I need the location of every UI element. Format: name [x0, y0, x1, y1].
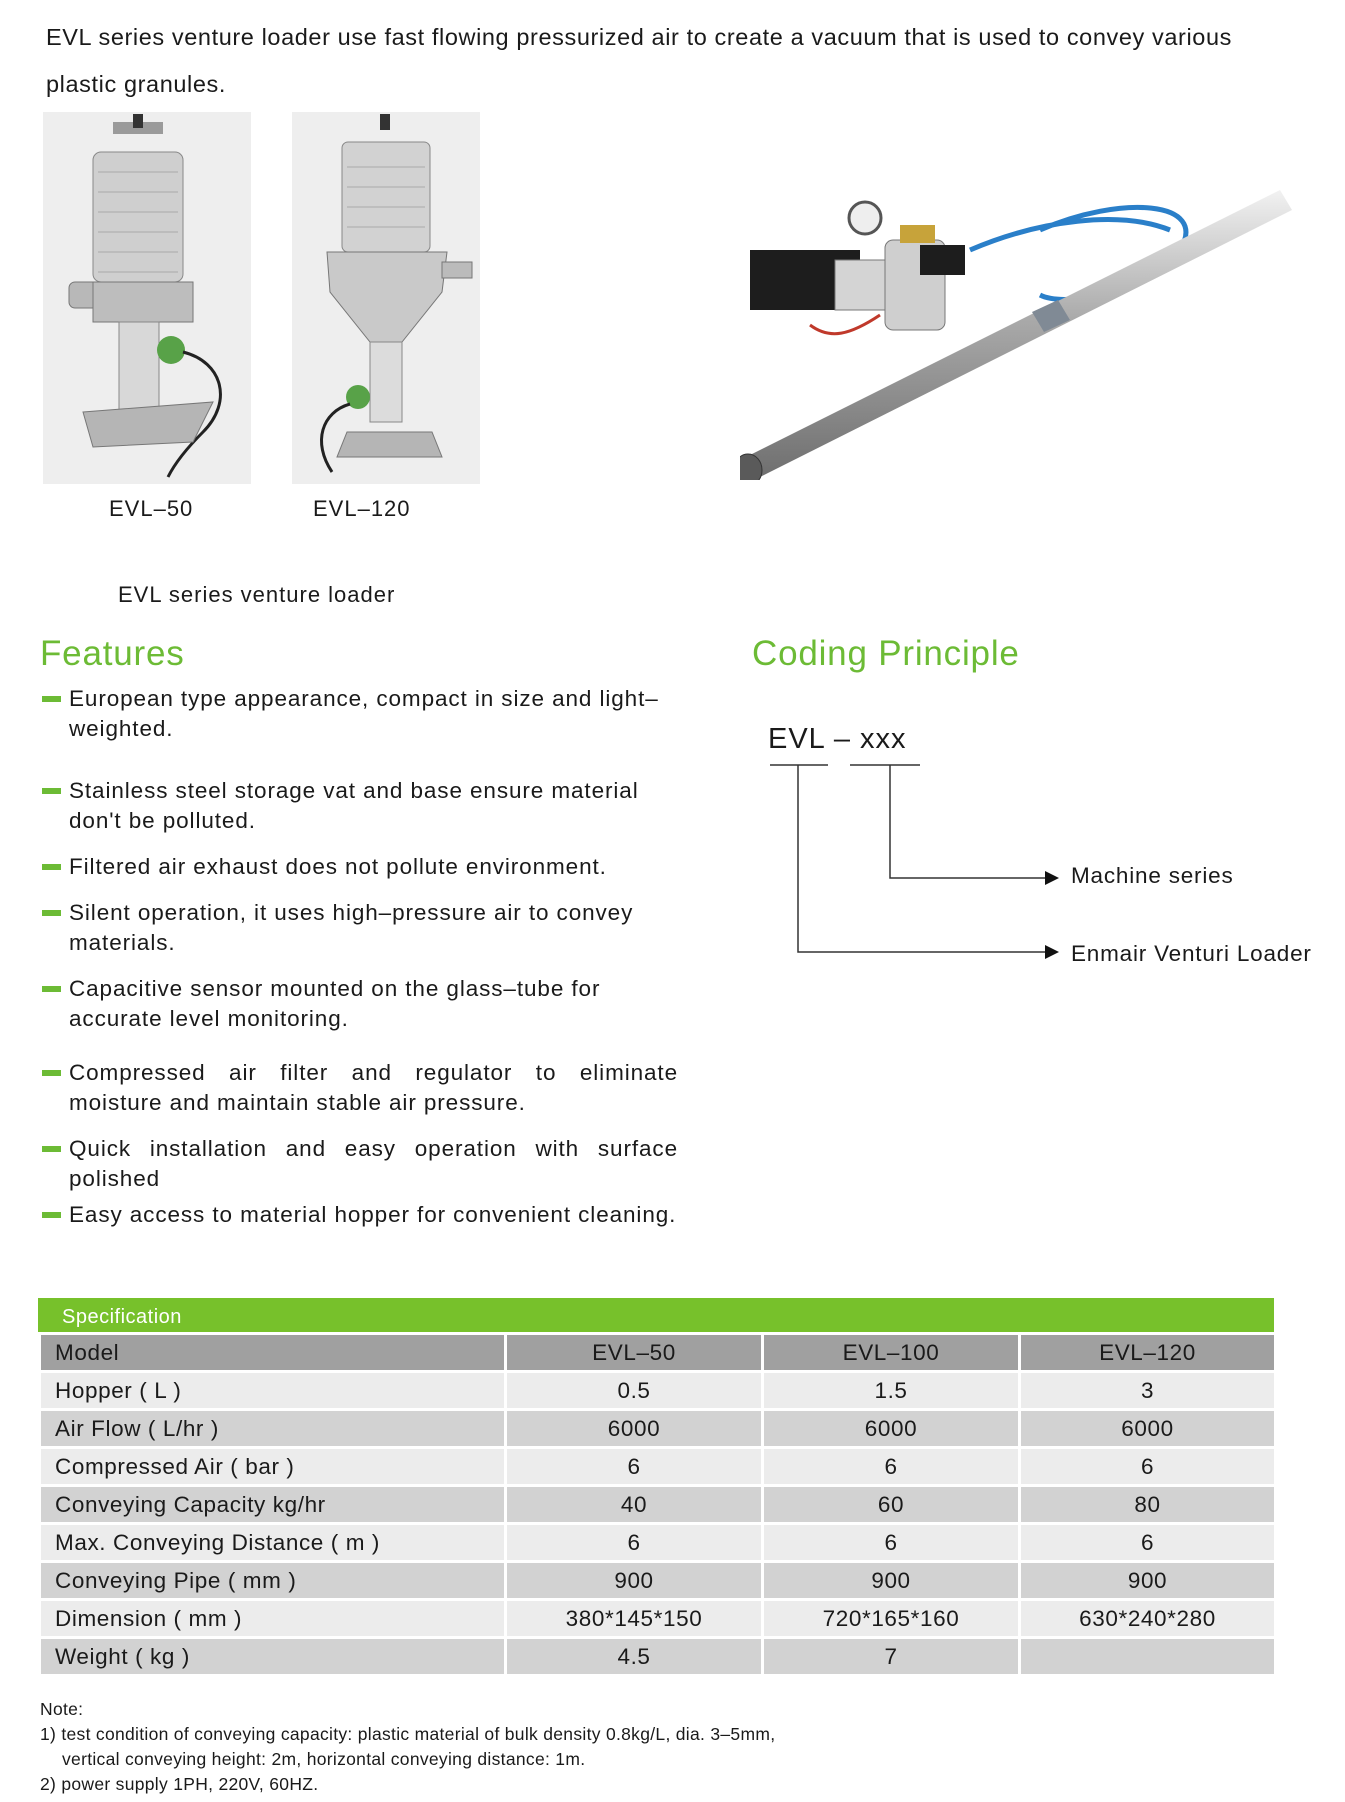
table-row: Conveying Capacity kg/hr 40 60 80: [40, 1486, 1276, 1524]
product-label-evl-120: EVL–120: [313, 496, 411, 521]
specification-header: Specification: [38, 1298, 1274, 1332]
bullet-dash-icon: [42, 864, 61, 870]
notes-title: Note:: [40, 1699, 84, 1719]
coding-connector-lines: [760, 755, 1060, 975]
pipe-and-regulator-illustration: [740, 190, 1320, 480]
features-heading: Features: [40, 634, 185, 673]
note-line: vertical conveying height: 2m, horizontal conveying distance: 1m.: [62, 1749, 586, 1769]
conveying-pipe-image: [740, 190, 1320, 480]
code-separator: –: [833, 723, 851, 755]
feature-item: Filtered air exhaust does not pollute environment.: [42, 852, 678, 882]
feature-item: Stainless steel storage vat and base ensure material don't be polluted.: [42, 776, 678, 836]
feature-item: Silent operation, it uses high–pressure air to convey materials.: [42, 898, 678, 958]
coding-principle-heading: Coding Principle: [752, 634, 1020, 673]
venturi-loader-illustration: [43, 112, 251, 484]
specification-table: [38, 1332, 1277, 1677]
notes: [40, 1697, 775, 1797]
feature-item: European type appearance, compact in size and light–weighted.: [42, 684, 678, 744]
bullet-dash-icon: [42, 1070, 61, 1076]
table-row: Compressed Air ( bar ) 6 6 6: [40, 1448, 1276, 1486]
table-row: Conveying Pipe ( mm ) 900 900 900: [40, 1562, 1276, 1600]
venturi-loader-illustration: [292, 112, 480, 484]
bullet-dash-icon: [42, 910, 61, 916]
bullet-dash-icon: [42, 1146, 61, 1152]
bullet-dash-icon: [42, 788, 61, 794]
bullet-dash-icon: [42, 986, 61, 992]
product-image-evl-50: [43, 112, 251, 484]
intro-paragraph: EVL series venture loader use fast flowing pressurized air to create a vacuum that is used to convey various plastic granules.: [46, 24, 1232, 97]
code-prefix-meaning: Enmair Venturi Loader: [1071, 941, 1312, 966]
series-caption: EVL series venture loader: [118, 582, 396, 607]
table-row: Air Flow ( L/hr ) 6000 6000 6000: [40, 1410, 1276, 1448]
code-suffix: xxx: [860, 723, 907, 755]
note-line: 1) test condition of conveying capacity: plastic material of bulk density 0.8kg/L, dia. 3–5mm,: [40, 1724, 776, 1744]
feature-item: Quick installation and easy operation with surface polished: [42, 1134, 678, 1194]
code-suffix-meaning: Machine series: [1071, 863, 1234, 888]
feature-item: Capacitive sensor mounted on the glass–tube for accurate level monitoring.: [42, 974, 678, 1034]
table-row: Hopper ( L ) 0.5 1.5 3: [40, 1372, 1276, 1410]
table-row: Dimension ( mm ) 380*145*150 720*165*160 630*240*280: [40, 1600, 1276, 1638]
bullet-dash-icon: [42, 1212, 61, 1218]
feature-item: Compressed air filter and regulator to eliminate moisture and maintain stable air pressure.: [42, 1058, 678, 1118]
note-line: 2) power supply 1PH, 220V, 60HZ.: [40, 1774, 319, 1794]
product-label-evl-50: EVL–50: [109, 496, 194, 521]
table-row: Max. Conveying Distance ( m ) 6 6 6: [40, 1524, 1276, 1562]
bullet-dash-icon: [42, 696, 61, 702]
model-code: [768, 723, 907, 756]
table-row: Weight ( kg ) 4.5 7: [40, 1638, 1276, 1676]
table-row: Model EVL–50 EVL–100 EVL–120: [40, 1334, 1276, 1372]
code-prefix: EVL: [768, 723, 825, 755]
feature-item: Easy access to material hopper for convenient cleaning.: [42, 1200, 678, 1230]
product-image-evl-120: [292, 112, 480, 484]
